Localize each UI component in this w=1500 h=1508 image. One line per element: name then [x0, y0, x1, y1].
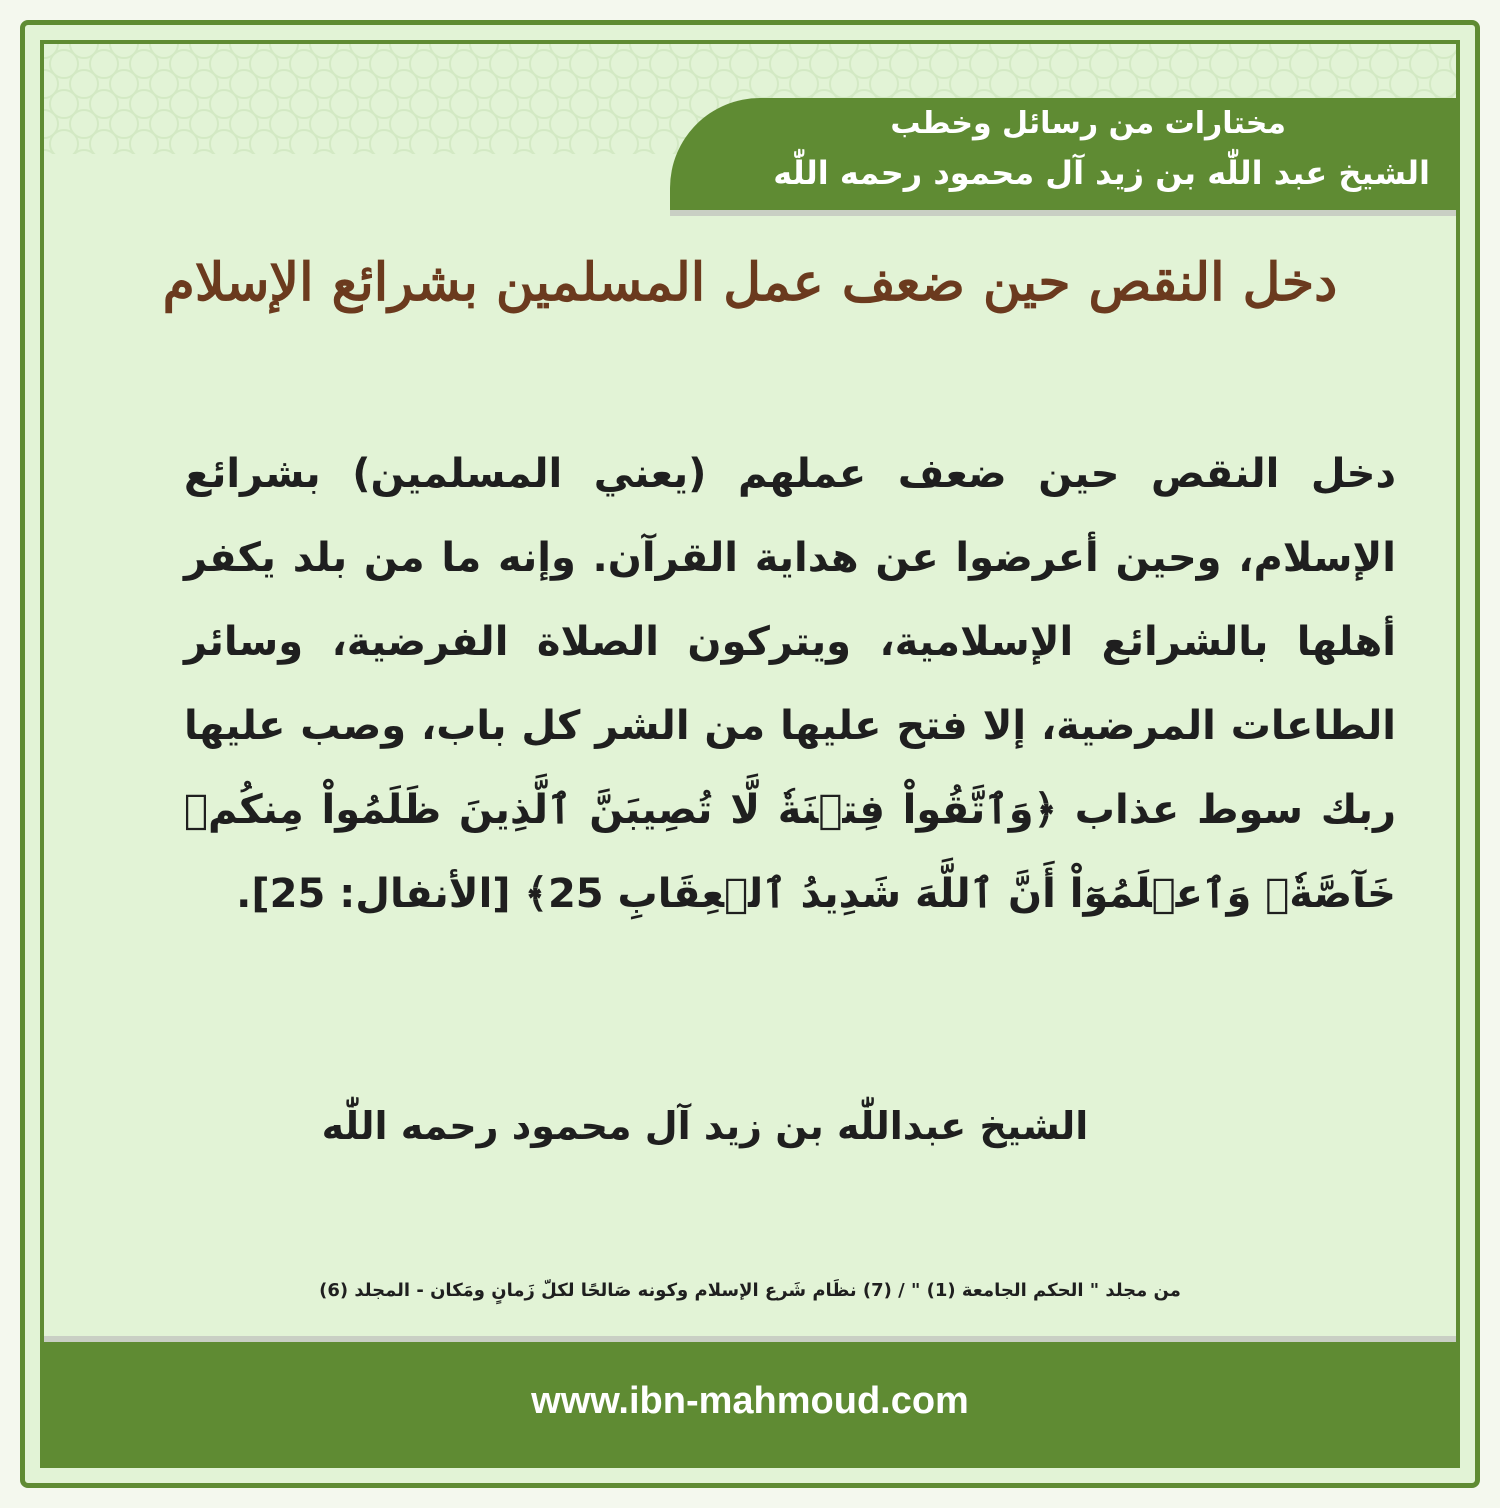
header-series-title: مختارات من رسائل وخطب	[890, 106, 1286, 141]
card	[40, 40, 1460, 1468]
header-banner	[670, 98, 1456, 210]
source-citation: من مجلد " الحكم الجامعة (1) " / (7) نظَام شَرع الإسلام وكونه صَالحًا لكلّ زَمانٍ ومَكان - المجلد (6)	[319, 1280, 1181, 1301]
website-link[interactable]: www.ibn-mahmoud.com	[531, 1380, 969, 1422]
page-title: دخل النقص حين ضعف عمل المسلمين بشرائع الإسلام	[162, 252, 1338, 313]
footer-bar	[44, 1342, 1456, 1464]
quote-body: دخل النقص حين ضعف عملهم (يعني المسلمين) بشرائع الإسلام، وحين أعرضوا عن هداية القرآن. وإنه ما من بلد يكفر أهلها بالشرائع الإسلامية، ويتركون الصلاة الفرضية، وسائر الطاعات المرضية، إلا فتح عليها من الشر كل باب، وصب عليها ربك سوط عذاب ﴿وَٱتَّقُواْ فِتۡنَةٗ لَّا تُصِيبَنَّ ٱلَّذِينَ ظَلَمُواْ مِنكُمۡ خَآصَّةٗۖ وَٱعۡلَمُوٓاْ أَنَّ ٱللَّهَ شَدِيدُ ٱلۡعِقَابِ 25﴾ [الأنفال: 25].	[184, 451, 1396, 917]
header-author-name: الشيخ عبد اللّٰه بن زيد آل محمود رحمه اللّٰه	[773, 154, 1430, 192]
author-attribution: الشيخ عبداللّٰه بن زيد آل محمود رحمه اللّٰه	[321, 1104, 1089, 1148]
